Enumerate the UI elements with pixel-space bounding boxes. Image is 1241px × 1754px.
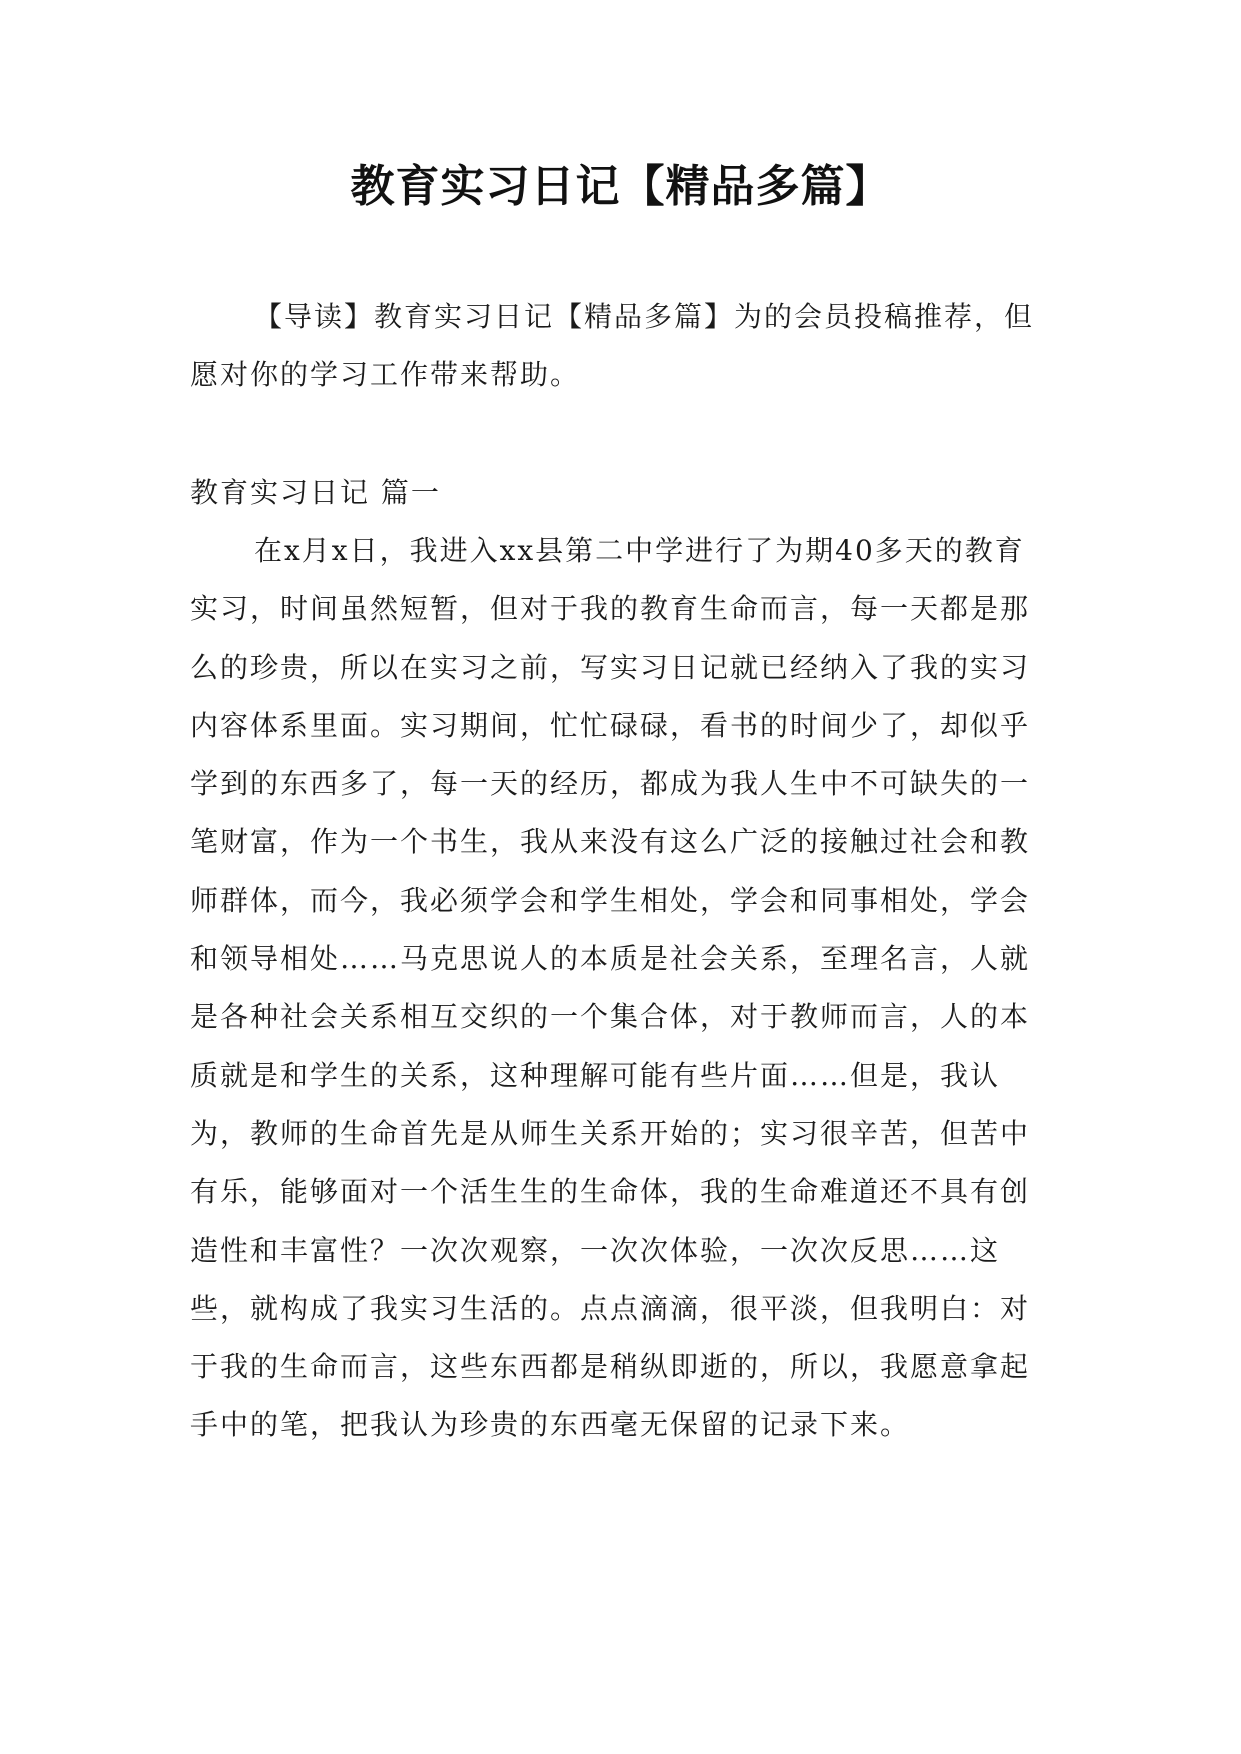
intro-paragraph: 【导读】教育实习日记【精品多篇】为的会员投稿推荐，但愿对你的学习工作带来帮助。 — [190, 300, 1035, 391]
section-paragraph: 在x月x日，我进入xx县第二中学进行了为期40多天的教育实习，时间虽然短暂，但对于我的教育生命而言，每一天都是那么的珍贵，所以在实习之前，写实习日记就已经纳入了我的实习内容体系里面。实习期间，忙忙碌碌，看书的时间少了，却似乎学到的东西多了，每一天的经历，都成为我人生中不可缺失的一笔财富，作为一个书生，我从来没有这么广泛的接触过社会和教师群体，而今，我必须学会和学生相处，学会和同事相处，学会和领导相处……马克思说人的本质是社会关系，至理名言，人就是各种社会关系相互交织的一个集合体，对于教师而言，人的本质就是和学生的关系，这种理解可能有些片面……但是，我认为，教师的生命首先是从师生关系开始的；实习很辛苦，但苦中有乐，能够面对一个活生生的生命体，我的生命难道还不具有创造性和丰富性？一次次观察，一次次体验，一次次反思……这些，就构成了我实习生活的。点点滴滴，很平淡，但我明白：对于我的生命而言，这些东西都是稍纵即逝的，所以，我愿意拿起手中的笔，把我认为珍贵的东西毫无保留的记录下来。 — [190, 534, 1031, 1442]
section-heading: 教育实习日记 篇一 — [190, 476, 441, 509]
document-title: 教育实习日记【精品多篇】 — [350, 161, 891, 212]
